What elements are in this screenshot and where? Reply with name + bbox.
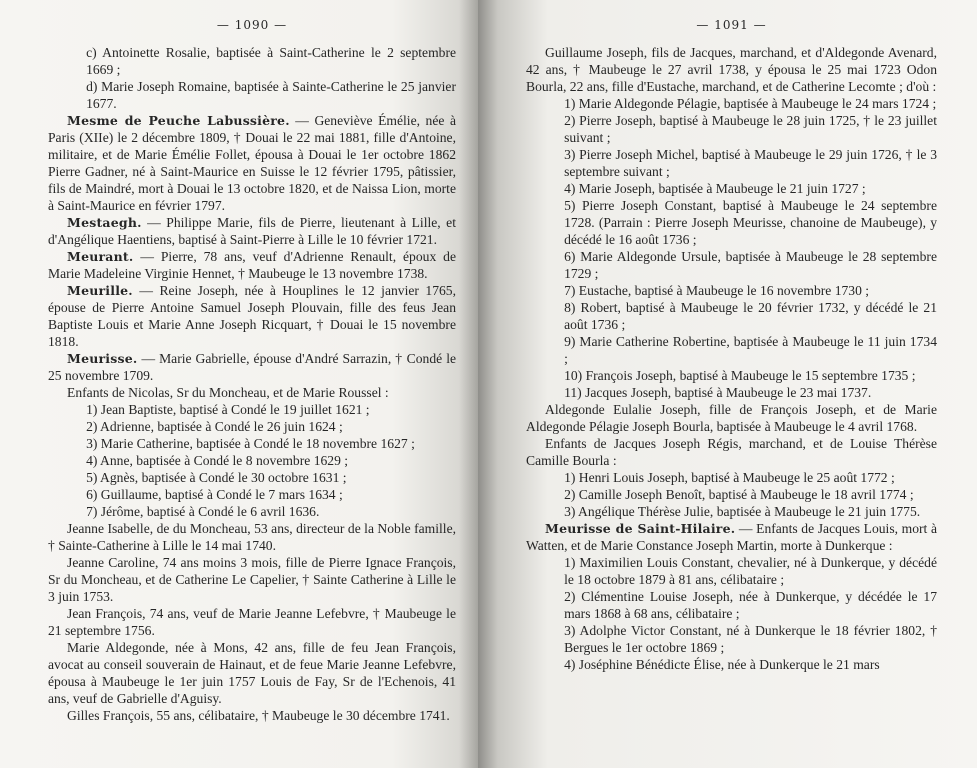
entry-text: 2) Camille Joseph Benoît, baptisé à Maubeuge le 18 avril 1774 ; xyxy=(564,487,914,502)
entry-text: Aldegonde Eulalie Joseph, fille de François Joseph, et de Marie Aldegonde Pélagie Joseph Bourla, baptisée à Maubeuge le 4 avril 1768. xyxy=(526,402,937,434)
list-item xyxy=(67,435,456,452)
entry-text: 5) Pierre Joseph Constant, baptisé à Maubeuge le 24 septembre 1728. (Parrain : Pierre Joseph Meurisse, chanoine de Maubeuge), y décédé le 16 août 1736 ; xyxy=(564,198,937,247)
list-item xyxy=(545,384,937,401)
entry-text: 4) Marie Joseph, baptisée à Maubeuge le 21 juin 1727 ; xyxy=(564,181,866,196)
entry-text: d) Marie Joseph Romaine, baptisée à Sainte-Catherine le 25 janvier 1677. xyxy=(86,79,456,111)
entry-text: Enfants de Nicolas, Sr du Moncheau, et de Marie Roussel : xyxy=(67,385,389,400)
list-item xyxy=(545,622,937,656)
genealogy-entry xyxy=(48,112,456,214)
entry-text: 2) Adrienne, baptisée à Condé le 26 juin 1624 ; xyxy=(86,419,343,434)
entry-text: Gilles François, 55 ans, célibataire, † Maubeuge le 30 décembre 1741. xyxy=(67,708,450,723)
list-item xyxy=(545,248,937,282)
entry-text: 1) Henri Louis Joseph, baptisé à Maubeuge le 25 août 1772 ; xyxy=(564,470,895,485)
list-item xyxy=(67,78,456,112)
paragraph xyxy=(48,520,456,554)
entry-text: Marie Aldegonde, née à Mons, 42 ans, fille de feu Jean François, avocat au conseil souverain de Hainaut, et de feue Marie Jeanne Lefebvre, épousa à Maubeuge le 1er juin 1757 Louis de Fay, Sr de l'Echenois, 41 ans, veuf de Gabrielle d'Aguisy. xyxy=(48,640,456,706)
genealogy-entry xyxy=(48,248,456,282)
page-number: — 1090 — xyxy=(216,18,288,32)
entry-text: 6) Marie Aldegonde Ursule, baptisée à Maubeuge le 28 septembre 1729 ; xyxy=(564,249,937,281)
entry-text: Jeanne Caroline, 74 ans moins 3 mois, fille de Pierre Ignace François, Sr du Moncheau, et de Catherine Le Capelier, † Sainte Catherine à Lille le 3 juin 1753. xyxy=(48,555,456,604)
entry-heading: Mestaegh. xyxy=(67,215,142,230)
page-body xyxy=(526,44,937,673)
entry-text: — Enfants de Jacques Louis, mort à Watten, et de Marie Constance Joseph Martin, morte à Dunkerque : xyxy=(526,521,937,553)
list-item xyxy=(67,401,456,418)
entry-heading: Meurant. xyxy=(67,249,134,264)
entry-text: — Reine Joseph, née à Houplines le 12 janvier 1765, épouse de Pierre Antoine Samuel Joseph Plouvain, fille des feus Jean Baptiste Louis et Marie Anne Joseph Ricquart, † Douai le 15 novembre 1818. xyxy=(48,283,456,349)
list-item xyxy=(545,282,937,299)
entry-heading: Mesme de Peuche Labussière. xyxy=(67,113,290,128)
entry-text: — Marie Gabrielle, épouse d'André Sarrazin, † Condé le 25 novembre 1709. xyxy=(48,351,456,383)
entry-text: — Pierre, 78 ans, veuf d'Adrienne Renault, époux de Marie Madeleine Virginie Hennet, † Maubeuge le 13 novembre 1738. xyxy=(48,249,456,281)
entry-text: Guillaume Joseph, fils de Jacques, marchand, et d'Aldegonde Avenard, 42 ans, † Maubeuge le 27 avril 1738, y épousa le 25 mai 1723 Odon Bourla, 22 ans, fille d'Eustache, marchand, et de Catherine Lecomte ; d'où : xyxy=(526,45,937,94)
entry-heading: Meurisse. xyxy=(67,351,138,366)
entry-text: 3) Pierre Joseph Michel, baptisé à Maubeuge le 29 juin 1726, † le 3 septembre suivant ; xyxy=(564,147,937,179)
entry-text: c) Antoinette Rosalie, baptisée à Saint-Catherine le 2 septembre 1669 ; xyxy=(86,45,456,77)
entry-heading: Meurisse de Saint-Hilaire. xyxy=(545,521,736,536)
list-item xyxy=(67,469,456,486)
list-item xyxy=(67,486,456,503)
entry-text: 3) Marie Catherine, baptisée à Condé le 18 novembre 1627 ; xyxy=(86,436,415,451)
paragraph xyxy=(48,639,456,707)
entry-text: 6) Guillaume, baptisé à Condé le 7 mars 1634 ; xyxy=(86,487,343,502)
paragraph xyxy=(48,605,456,639)
list-item xyxy=(67,503,456,520)
list-item xyxy=(545,180,937,197)
entry-text: 3) Angélique Thérèse Julie, baptisée à Maubeuge le 21 juin 1775. xyxy=(564,504,921,519)
list-item xyxy=(545,197,937,248)
list-item xyxy=(545,367,937,384)
genealogy-entry xyxy=(48,350,456,384)
entry-text: — Philippe Marie, fils de Pierre, lieutenant à Lille, et d'Angélique Haentiens, baptisé à Saint-Pierre à Lille le 10 février 1721. xyxy=(48,215,456,247)
entry-text: 1) Jean Baptiste, baptisé à Condé le 19 juillet 1621 ; xyxy=(86,402,370,417)
entry-text: Enfants de Jacques Joseph Régis, marchand, et de Louise Thérèse Camille Bourla : xyxy=(526,436,937,468)
paragraph xyxy=(526,435,937,469)
list-item xyxy=(545,469,937,486)
entry-text: 2) Pierre Joseph, baptisé à Maubeuge le 28 juin 1725, † le 23 juillet suivant ; xyxy=(564,113,937,145)
page-body xyxy=(48,44,456,724)
list-item xyxy=(545,554,937,588)
page-number: — 1091 — xyxy=(696,18,767,32)
entry-text: 1) Marie Aldegonde Pélagie, baptisée à Maubeuge le 24 mars 1724 ; xyxy=(564,96,937,111)
entry-text: Jeanne Isabelle, de du Moncheau, 53 ans, directeur de la Noble famille, † Sainte-Catherine à Lille le 14 mai 1740. xyxy=(48,521,456,553)
list-item xyxy=(545,112,937,146)
entry-text: 7) Jérôme, baptisé à Condé le 6 avril 1636. xyxy=(86,504,320,519)
genealogy-entry xyxy=(48,214,456,248)
entry-text: 9) Marie Catherine Robertine, baptisée à Maubeuge le 11 juin 1734 ; xyxy=(564,334,937,366)
paragraph xyxy=(48,384,456,401)
left-page xyxy=(0,0,478,768)
entry-text: 4) Anne, baptisée à Condé le 8 novembre 1629 ; xyxy=(86,453,349,468)
entry-text: 8) Robert, baptisé à Maubeuge le 20 février 1732, y décédé le 21 août 1736 ; xyxy=(564,300,937,332)
right-page xyxy=(478,0,977,768)
genealogy-entry xyxy=(526,520,937,554)
genealogy-entry xyxy=(48,282,456,350)
list-item xyxy=(545,146,937,180)
entry-text: Jean François, 74 ans, veuf de Marie Jeanne Lefebvre, † Maubeuge le 21 septembre 1756. xyxy=(48,606,456,638)
paragraph xyxy=(48,554,456,605)
list-item xyxy=(545,656,937,673)
entry-text: 2) Clémentine Louise Joseph, née à Dunkerque, y décédée le 17 mars 1868 à 68 ans, célibataire ; xyxy=(564,589,937,621)
paragraph xyxy=(48,707,456,724)
entry-heading: Meurille. xyxy=(67,283,133,298)
entry-text: 5) Agnès, baptisée à Condé le 30 octobre 1631 ; xyxy=(86,470,347,485)
paragraph xyxy=(526,44,937,95)
paragraph xyxy=(526,401,937,435)
list-item xyxy=(545,503,937,520)
list-item xyxy=(67,418,456,435)
entry-text: 7) Eustache, baptisé à Maubeuge le 16 novembre 1730 ; xyxy=(564,283,870,298)
entry-text: 10) François Joseph, baptisé à Maubeuge le 15 septembre 1735 ; xyxy=(564,368,916,383)
entry-text: 11) Jacques Joseph, baptisé à Maubeuge le 23 mai 1737. xyxy=(564,385,872,400)
list-item xyxy=(545,588,937,622)
list-item xyxy=(67,452,456,469)
list-item xyxy=(67,44,456,78)
entry-text: 4) Joséphine Bénédicte Élise, née à Dunkerque le 21 mars xyxy=(564,657,880,672)
entry-text: 3) Adolphe Victor Constant, né à Dunkerque le 18 février 1802, † Bergues le 1er octobre 1869 ; xyxy=(564,623,937,655)
list-item xyxy=(545,299,937,333)
entry-text: — Geneviève Émélie, née à Paris (XIIe) le 2 décembre 1809, † Douai le 22 mai 1881, fille d'Antoine, militaire, et de Marie Émélie Follet, épousa à Douai le 1er octobre 1862 Pierre Gadner, né à Saint-Maurice en Suisse le 12 février 1795, pâtissier, fils de Maindré, mort à Douai le 13 octobre 1820, et de Naissa Lion, morte à Saint-Maurice en février 1797. xyxy=(48,113,456,213)
entry-text: 1) Maximilien Louis Constant, chevalier, né à Dunkerque, y décédé le 18 octobre 1879 à 81 ans, célibataire ; xyxy=(564,555,937,587)
list-item xyxy=(545,333,937,367)
list-item xyxy=(545,95,937,112)
list-item xyxy=(545,486,937,503)
